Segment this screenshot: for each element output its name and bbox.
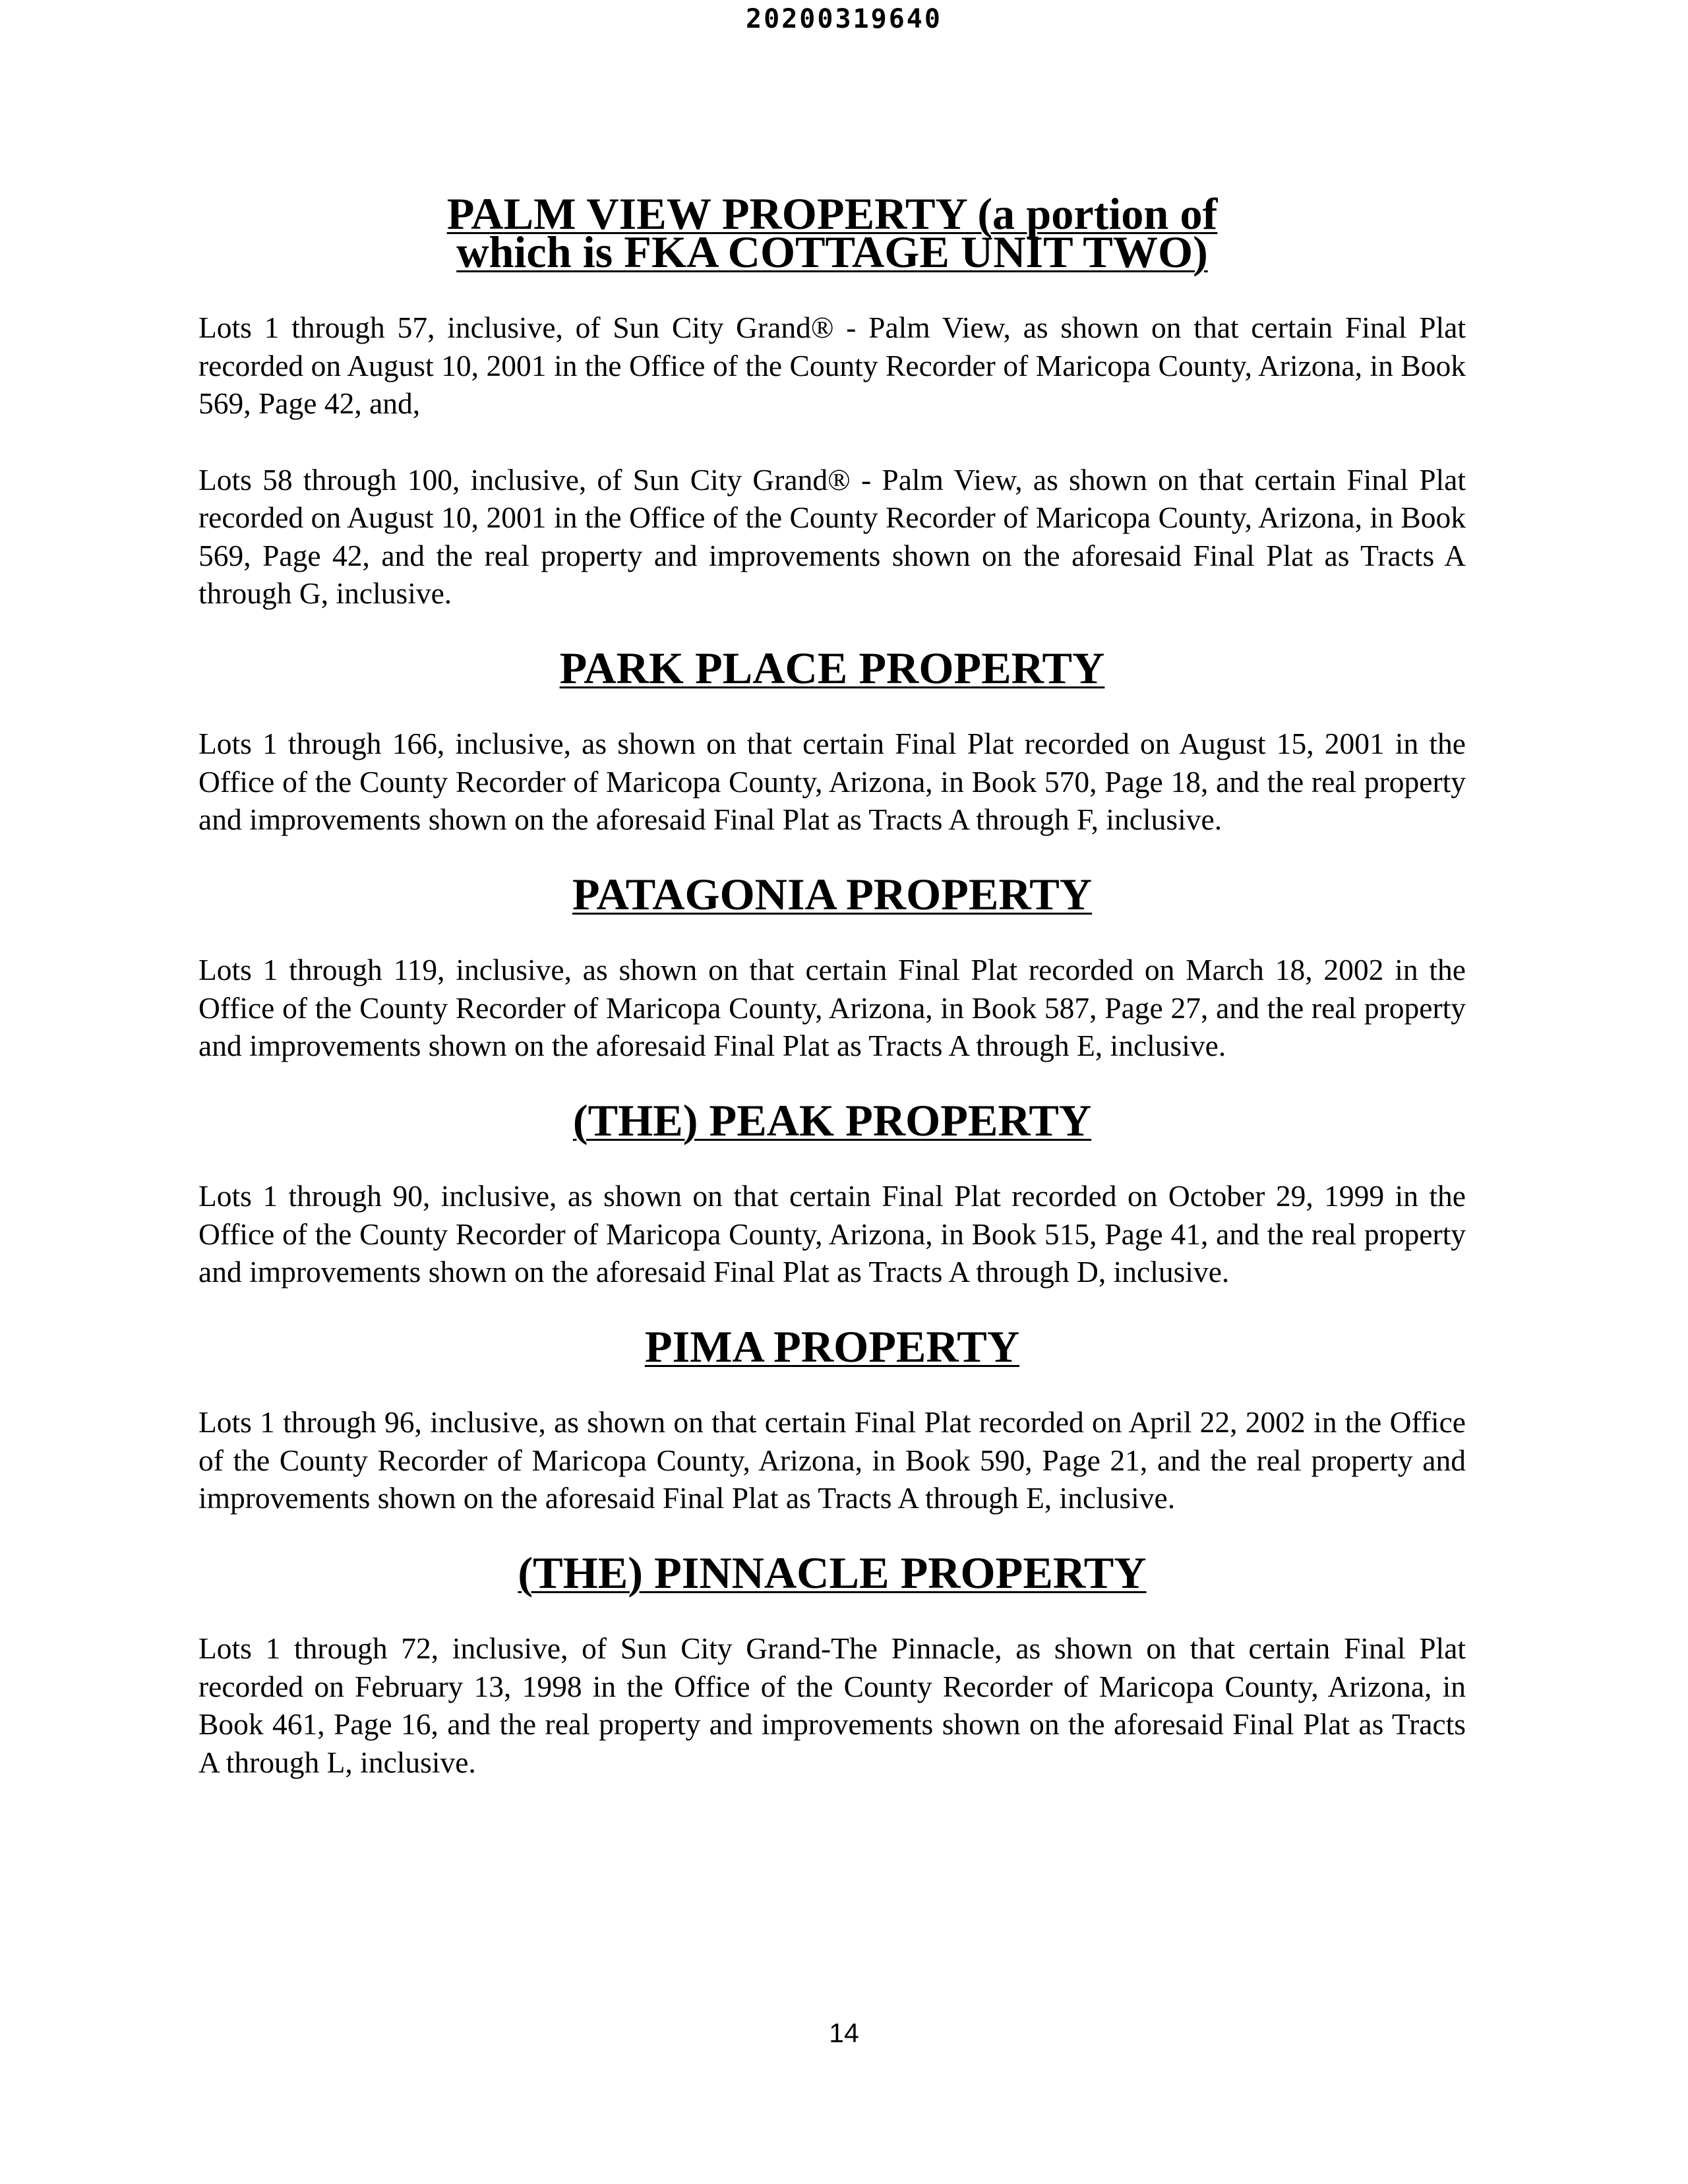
recording-number: 20200319640 — [746, 4, 942, 34]
heading-line: (THE) PINNACLE PROPERTY — [518, 1547, 1147, 1598]
legal-description-paragraph: Lots 1 through 72, inclusive, of Sun City Grand-The Pinnacle, as shown on that certain Final Plat recorded on February 13, 1998 in the Office of the County Recorder of Maricopa County, Arizona, in Book 461, Page 16, and the real property and improvements shown on the aforesaid Final Plat as Tracts A through L, inclusive. — [198, 1631, 1466, 1779]
heading-line: PIMA PROPERTY — [644, 1321, 1020, 1372]
legal-description-paragraph: Lots 1 through 119, inclusive, as shown on that certain Final Plat recorded on March 18, 2002 in the Office of the County Recorder of Maricopa County, Arizona, in Book 587, Page 27, and the real property and improvements shown on the aforesaid Final Plat as Tracts A through E, inclusive. — [198, 953, 1466, 1062]
section-heading-patagonia — [198, 868, 1466, 919]
legal-description-paragraph: Lots 1 through 57, inclusive, of Sun City Grand® - Palm View, as shown on that certain Final Plat recorded on August 10, 2001 in the Office of the County Recorder of Maricopa County, Arizona, in Book 569, Page 42, and, — [198, 311, 1466, 420]
heading-line: (THE) PEAK PROPERTY — [572, 1095, 1092, 1145]
section-heading-peak — [198, 1095, 1466, 1145]
legal-description-paragraph: Lots 1 through 90, inclusive, as shown on that certain Final Plat recorded on October 29, 1999 in the Office of the County Recorder of Maricopa County, Arizona, in Book 515, Page 41, and the real property and improvements shown on the aforesaid Final Plat as Tracts A through D, inclusive. — [198, 1179, 1466, 1289]
section-heading-pinnacle — [198, 1547, 1466, 1598]
legal-description-paragraph: Lots 1 through 96, inclusive, as shown on that certain Final Plat recorded on April 22, 2002 in the Office of the County Recorder of Maricopa County, Arizona, in Book 590, Page 21, and the real property and improvements shown on the aforesaid Final Plat as Tracts A through E, inclusive. — [198, 1405, 1466, 1515]
legal-description-paragraph: Lots 58 through 100, inclusive, of Sun City Grand® - Palm View, as shown on that certain Final Plat recorded on August 10, 2001 in the Office of the County Recorder of Maricopa County, Arizona, in Book 569, Page 42, and the real property and improvements shown on the aforesaid Final Plat as Tracts A through G, inclusive. — [198, 462, 1466, 610]
heading-line: PALM VIEW PROPERTY (a portion of — [446, 189, 1218, 239]
section-heading-park-place — [198, 642, 1466, 693]
section-heading-pima — [198, 1321, 1466, 1372]
page-number: 14 — [829, 2018, 859, 2048]
heading-line: which is FKA COTTAGE UNIT TWO) — [456, 226, 1208, 277]
section-heading-palm-view — [198, 189, 1466, 277]
legal-description-paragraph: Lots 1 through 166, inclusive, as shown on that certain Final Plat recorded on August 15, 2001 in the Office of the County Recorder of Maricopa County, Arizona, in Book 570, Page 18, and the real property and improvements shown on the aforesaid Final Plat as Tracts A through F, inclusive. — [198, 727, 1466, 836]
heading-line: PATAGONIA PROPERTY — [572, 868, 1093, 919]
document-body — [198, 189, 1466, 1781]
heading-line: PARK PLACE PROPERTY — [559, 642, 1105, 693]
